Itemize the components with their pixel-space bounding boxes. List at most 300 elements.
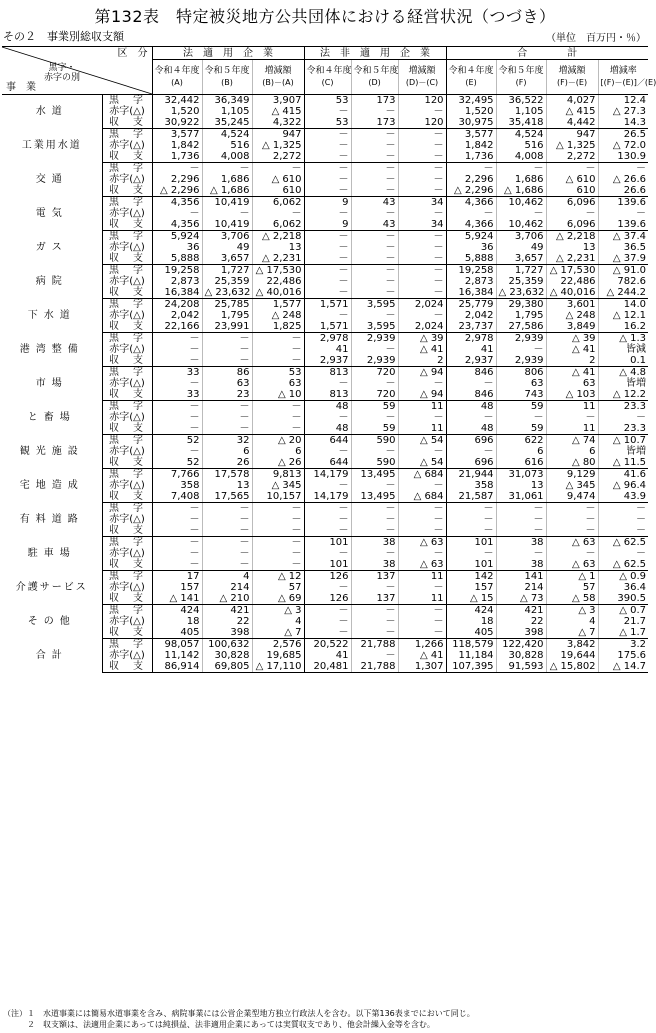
cell-value: 48: [446, 423, 496, 435]
row-type-label: 赤字(△): [102, 412, 152, 423]
cell-value: 36,349: [202, 95, 252, 107]
column-header: [202, 60, 252, 95]
cell-value: 53: [304, 117, 351, 129]
cell-value: －: [398, 242, 446, 253]
cell-value: －: [304, 140, 351, 151]
cell-value: －: [398, 151, 446, 163]
cell-value: 2,042: [446, 310, 496, 321]
cell-value: －: [398, 174, 446, 185]
cell-value: －: [304, 129, 351, 141]
column-header-label: 令和４年度: [306, 66, 352, 76]
row-type-label: 赤字(△): [102, 446, 152, 457]
cell-value: －: [351, 231, 398, 243]
column-header-code: (D)－(C): [405, 78, 439, 87]
cell-value: －: [202, 537, 252, 549]
business-name: と畜場: [2, 401, 102, 435]
cell-value: △ 94: [398, 367, 446, 379]
business-name: 有料道路: [2, 503, 102, 537]
business-name: 駐車場: [2, 537, 102, 571]
cell-value: △ 2,218: [546, 231, 598, 243]
cell-value: 30,975: [446, 117, 496, 129]
cell-value: －: [202, 333, 252, 345]
column-header: [496, 60, 546, 95]
cell-value: 48: [304, 423, 351, 435]
cell-value: 390.5: [598, 593, 648, 605]
cell-value: 38: [496, 559, 546, 571]
cell-value: 2,272: [546, 151, 598, 163]
cell-value: －: [351, 174, 398, 185]
cell-value: 424: [446, 605, 496, 617]
cell-value: △ 248: [546, 310, 598, 321]
cell-value: 3,601: [546, 299, 598, 311]
cell-value: 4: [252, 616, 304, 627]
cell-value: 30,828: [496, 650, 546, 661]
cell-value: △ 345: [252, 480, 304, 491]
table-row: [2, 129, 648, 141]
cell-value: －: [398, 514, 446, 525]
cell-value: 91,593: [496, 661, 546, 673]
cell-value: 32,495: [446, 95, 496, 107]
cell-value: 4,008: [496, 151, 546, 163]
header-corner: [2, 47, 152, 95]
cell-value: 1,727: [496, 265, 546, 277]
cell-value: 59: [351, 423, 398, 435]
cell-value: －: [398, 106, 446, 117]
row-type-label: 黒 字: [102, 401, 152, 413]
cell-value: 11: [546, 401, 598, 413]
cell-value: －: [351, 503, 398, 515]
business-name: ガス: [2, 231, 102, 265]
cell-value: △ 80: [546, 457, 598, 469]
cell-value: －: [202, 355, 252, 367]
cell-value: 2,937: [304, 355, 351, 367]
cell-value: －: [398, 525, 446, 537]
cell-value: 3,595: [351, 321, 398, 333]
cell-value: 405: [152, 627, 202, 639]
note-2: ２ 収支額は、法適用企業にあっては純損益、法非適用企業にあっては実質収支であり、他会計繰入金等を含む。: [3, 1020, 435, 1029]
cell-value: △ 27.3: [598, 106, 648, 117]
table-row: [2, 265, 648, 277]
jigyo-label: 事 業: [6, 82, 36, 93]
column-header: [446, 60, 496, 95]
cell-value: 3,706: [496, 231, 546, 243]
cell-value: △ 54: [398, 435, 446, 447]
cell-value: 142: [446, 571, 496, 583]
cell-value: △ 2,231: [546, 253, 598, 265]
cell-value: －: [398, 412, 446, 423]
cell-value: －: [446, 548, 496, 559]
cell-value: 5,888: [446, 253, 496, 265]
cell-value: 13: [202, 480, 252, 491]
cell-value: 11: [398, 593, 446, 605]
cell-value: 4,366: [446, 197, 496, 209]
cell-value: 63: [202, 378, 252, 389]
cell-value: 6,096: [546, 219, 598, 231]
cell-value: 1,842: [170, 140, 200, 151]
cell-value: －: [351, 412, 398, 423]
cell-value: 33: [186, 367, 200, 378]
table-row: [2, 299, 648, 311]
cell-value: △ 244.2: [598, 287, 648, 299]
row-type-label: 収 支: [102, 389, 152, 401]
cell-value: －: [351, 151, 398, 163]
cell-value: △ 23,632: [496, 287, 546, 299]
cell-value: －: [546, 503, 598, 515]
cell-value: 30,828: [202, 650, 252, 661]
cell-value: －: [189, 401, 200, 412]
cell-value: 26.5: [598, 129, 648, 141]
table-row: [2, 163, 648, 175]
row-type-label: 収 支: [102, 185, 152, 197]
cell-value: －: [304, 616, 351, 627]
cell-value: －: [496, 514, 546, 525]
row-type-label: 収 支: [102, 151, 152, 163]
column-header: [152, 60, 202, 95]
cell-value: 19,685: [252, 650, 304, 661]
cell-value: 38: [351, 559, 398, 571]
table-row: [2, 469, 648, 481]
cell-value: －: [398, 163, 446, 175]
cell-value: －: [398, 253, 446, 265]
row-type-label: 赤字(△): [102, 480, 152, 491]
cell-value: △ 37.9: [598, 253, 648, 265]
cell-value: －: [304, 548, 351, 559]
cell-value: △ 3: [546, 605, 598, 617]
row-type-label: 黒 字: [102, 571, 152, 583]
unit-label: （単位 百万円・％）: [546, 33, 646, 44]
business-name: 港湾整備: [2, 333, 102, 367]
row-type-label: 黒 字: [102, 503, 152, 515]
business-name: その他: [2, 605, 102, 639]
cell-value: △ 610: [252, 174, 304, 185]
cell-value: 53: [304, 95, 351, 107]
cell-value: 214: [202, 582, 252, 593]
kubun-label: 区 分: [117, 48, 148, 59]
cell-value: －: [351, 514, 398, 525]
cell-value: 23.3: [598, 401, 648, 413]
cell-value: －: [304, 627, 351, 639]
cell-value: 25,779: [446, 299, 496, 311]
cell-value: △ 14.7: [598, 661, 648, 673]
business-name: 交通: [2, 163, 102, 197]
cell-value: －: [398, 378, 446, 389]
cell-value: △ 58: [546, 593, 598, 605]
cell-value: －: [252, 525, 304, 537]
cell-value: －: [546, 208, 598, 219]
note-1: （注）１ 水道事業には簡易水道事業を含み、病院事業には公営企業型地方独立行政法人を含む。以下第136表までにおいて同じ。: [3, 1009, 475, 1018]
cell-value: －: [202, 514, 252, 525]
row-type-label: 赤字(△): [102, 276, 152, 287]
cell-value: 23,737: [446, 321, 496, 333]
cell-value: 1,795: [496, 310, 546, 321]
row-type-label: 赤字(△): [102, 344, 152, 355]
cell-value: 22,486: [252, 276, 304, 287]
cell-value: －: [598, 412, 648, 423]
row-type-label: 収 支: [102, 287, 152, 299]
cell-value: 皆増: [598, 378, 648, 389]
cell-value: －: [598, 548, 648, 559]
cell-value: 19,258: [446, 265, 496, 277]
cell-value: 49: [496, 242, 546, 253]
cell-value: 622: [496, 435, 546, 447]
cell-value: △ 72.0: [598, 140, 648, 151]
cell-value: －: [398, 208, 446, 219]
cell-value: －: [351, 627, 398, 639]
cell-value: 皆増: [598, 446, 648, 457]
row-type-label: 赤字(△): [102, 310, 152, 321]
cell-value: 139.6: [598, 219, 648, 231]
column-header-code: (C): [321, 78, 334, 87]
cell-value: 14,179: [304, 469, 351, 481]
cell-value: 23: [202, 389, 252, 401]
business-name: 宅地造成: [2, 469, 102, 503]
cell-value: 4: [202, 571, 252, 583]
cell-value: 1,571: [304, 299, 351, 311]
cell-value: －: [304, 106, 351, 117]
cell-value: △ 17,110: [252, 661, 304, 673]
cell-value: －: [304, 503, 351, 515]
cell-value: －: [252, 423, 304, 435]
cell-value: －: [446, 163, 496, 175]
cell-value: 16,384: [152, 287, 202, 299]
row-type-label: 収 支: [102, 627, 152, 639]
cell-value: △ 210: [202, 593, 252, 605]
column-header: [351, 60, 398, 95]
cell-value: 36: [446, 242, 496, 253]
cell-value: 0.1: [598, 355, 648, 367]
cell-value: 118,579: [446, 639, 496, 651]
cell-value: 59: [496, 401, 546, 413]
row-type-label: 黒 字: [102, 231, 152, 243]
cell-value: 424: [180, 605, 200, 616]
column-header-code: (B): [221, 78, 233, 87]
table-subtitle: その２ 事業別総収支額: [3, 30, 124, 43]
cell-value: 1,736: [152, 151, 202, 163]
cell-value: 31,073: [496, 469, 546, 481]
cell-value: 13: [252, 242, 304, 253]
cell-value: －: [252, 559, 304, 571]
cell-value: 1,520: [446, 106, 496, 117]
cell-value: 610: [546, 185, 598, 197]
cell-value: 2,939: [496, 333, 546, 345]
cell-value: 137: [351, 593, 398, 605]
table-row: [2, 537, 648, 549]
cell-value: 16.2: [598, 321, 648, 333]
cell-value: －: [546, 163, 598, 175]
cell-value: －: [252, 503, 304, 515]
cell-value: －: [202, 163, 252, 175]
cell-value: 31,061: [496, 491, 546, 503]
cell-value: 9,129: [546, 469, 598, 481]
cell-value: －: [351, 378, 398, 389]
cell-value: 53: [252, 367, 304, 379]
business-name: 合計: [2, 639, 102, 673]
cell-value: －: [152, 423, 202, 435]
cell-value: 141: [496, 571, 546, 583]
cell-value: 10,157: [252, 491, 304, 503]
cell-value: 122,420: [496, 639, 546, 651]
cell-value: △ 4.8: [598, 367, 648, 379]
row-type-label: 黒 字: [102, 265, 152, 277]
cell-value: 23,991: [202, 321, 252, 333]
cell-value: 10,419: [202, 219, 252, 231]
cell-value: 139.6: [598, 197, 648, 209]
cell-value: △ 20: [252, 435, 304, 447]
cell-value: △ 15: [446, 593, 496, 605]
row-type-label: 赤字(△): [102, 378, 152, 389]
cell-value: －: [496, 503, 546, 515]
cell-value: －: [252, 548, 304, 559]
cell-value: －: [152, 559, 202, 571]
column-header: [398, 60, 446, 95]
cell-value: 107,395: [446, 661, 496, 673]
cell-value: 610: [252, 185, 304, 197]
cell-value: 616: [496, 457, 546, 469]
cell-value: 1,307: [398, 661, 446, 673]
cell-value: 26.6: [598, 185, 648, 197]
cell-value: △ 1,325: [252, 140, 304, 151]
cell-value: －: [351, 344, 398, 355]
column-header-label: 増減額: [558, 66, 586, 76]
cell-value: －: [351, 310, 398, 321]
cell-value: △ 96.4: [598, 480, 648, 491]
cell-value: 48: [304, 401, 351, 413]
cell-value: 10,462: [496, 197, 546, 209]
cell-value: －: [152, 355, 202, 367]
cell-value: 5,888: [152, 253, 202, 265]
cell-value: 16,384: [446, 287, 496, 299]
cell-value: 126: [304, 571, 351, 583]
row-type-label: 黒 字: [102, 469, 152, 481]
cell-value: 13,495: [351, 469, 398, 481]
cell-value: △ 63: [398, 559, 446, 571]
cell-value: －: [351, 650, 398, 661]
group-gokei: 合 計: [446, 47, 648, 60]
cell-value: －: [546, 412, 598, 423]
cell-value: △ 2,296: [152, 185, 202, 197]
row-type-label: 黒 字: [102, 605, 152, 617]
cell-value: －: [189, 503, 200, 514]
cell-value: 3,706: [202, 231, 252, 243]
cell-value: 9,474: [546, 491, 598, 503]
cell-value: △ 73: [496, 593, 546, 605]
cell-value: 17,578: [202, 469, 252, 481]
cell-value: －: [304, 265, 351, 277]
cell-value: △ 41: [398, 650, 446, 661]
cell-value: 1,105: [496, 106, 546, 117]
row-type-label: 赤字(△): [102, 106, 152, 117]
cell-value: 11,142: [164, 650, 200, 661]
cell-value: －: [189, 548, 200, 559]
cell-value: 7,408: [152, 491, 202, 503]
cell-value: 6,062: [252, 219, 304, 231]
cell-value: 6: [496, 446, 546, 457]
cell-value: 38: [496, 537, 546, 549]
cell-value: 6,062: [252, 197, 304, 209]
cell-value: 21,788: [351, 639, 398, 651]
cell-value: 947: [546, 129, 598, 141]
cell-value: 21,587: [446, 491, 496, 503]
cell-value: －: [351, 253, 398, 265]
cell-value: －: [351, 605, 398, 617]
row-type-label: 赤字(△): [102, 548, 152, 559]
cell-value: 3,577: [170, 129, 200, 140]
cell-value: 696: [446, 457, 496, 469]
cell-value: 34: [398, 219, 446, 231]
header-group-row: [2, 47, 648, 60]
cell-value: △ 0.9: [598, 571, 648, 583]
cell-value: 21,788: [351, 661, 398, 673]
row-type-label: 赤字(△): [102, 582, 152, 593]
cell-value: －: [351, 480, 398, 491]
cell-value: －: [598, 514, 648, 525]
cell-value: 126: [304, 593, 351, 605]
cell-value: 101: [304, 537, 351, 549]
cell-value: 421: [496, 605, 546, 617]
cell-value: －: [351, 525, 398, 537]
cell-value: △ 94: [398, 389, 446, 401]
cell-value: 2,978: [304, 333, 351, 345]
cell-value: －: [304, 480, 351, 491]
cell-value: 173: [351, 117, 398, 129]
cell-value: 6: [252, 446, 304, 457]
cell-value: 806: [496, 367, 546, 379]
cell-value: －: [398, 627, 446, 639]
cell-value: 720: [351, 389, 398, 401]
cell-value: 32,442: [164, 95, 200, 106]
cell-value: 590: [351, 435, 398, 447]
cell-value: 720: [351, 367, 398, 379]
row-type-label: 黒 字: [102, 435, 152, 447]
cell-value: △ 26.6: [598, 174, 648, 185]
cell-value: △ 39: [398, 333, 446, 345]
cell-value: 4,524: [496, 129, 546, 141]
row-type-label: 黒 字: [102, 639, 152, 651]
cell-value: 2,042: [170, 310, 200, 321]
cell-value: －: [598, 503, 648, 515]
cell-value: △ 41: [546, 344, 598, 355]
cell-value: 358: [180, 480, 200, 491]
row-type-label: 黒 字: [102, 129, 152, 141]
cell-value: －: [598, 525, 648, 537]
cell-value: －: [351, 129, 398, 141]
cell-value: 32: [202, 435, 252, 447]
cell-value: －: [351, 276, 398, 287]
cell-value: 2,873: [170, 276, 200, 287]
row-type-label: 収 支: [102, 423, 152, 435]
row-type-label: 赤字(△): [102, 650, 152, 661]
group-hihoteki: 法 非 適 用 企 業: [304, 47, 446, 60]
cell-value: －: [446, 514, 496, 525]
cell-value: －: [398, 616, 446, 627]
cell-value: 1,825: [252, 321, 304, 333]
cell-value: 214: [496, 582, 546, 593]
cell-value: △ 12: [252, 571, 304, 583]
table-row: [2, 435, 648, 447]
row-type-label: 収 支: [102, 491, 152, 503]
cell-value: 52: [186, 435, 200, 446]
cell-value: －: [189, 344, 200, 355]
cell-value: 52: [152, 457, 202, 469]
cell-value: △ 11.5: [598, 457, 648, 469]
column-header-code: (F)－(E): [556, 78, 588, 87]
cell-value: －: [304, 185, 351, 197]
cell-value: 11: [398, 571, 446, 583]
cell-value: △ 17,530: [546, 265, 598, 277]
row-type-label: 収 支: [102, 321, 152, 333]
cell-value: △ 3: [252, 605, 304, 617]
cell-value: 696: [446, 435, 496, 447]
